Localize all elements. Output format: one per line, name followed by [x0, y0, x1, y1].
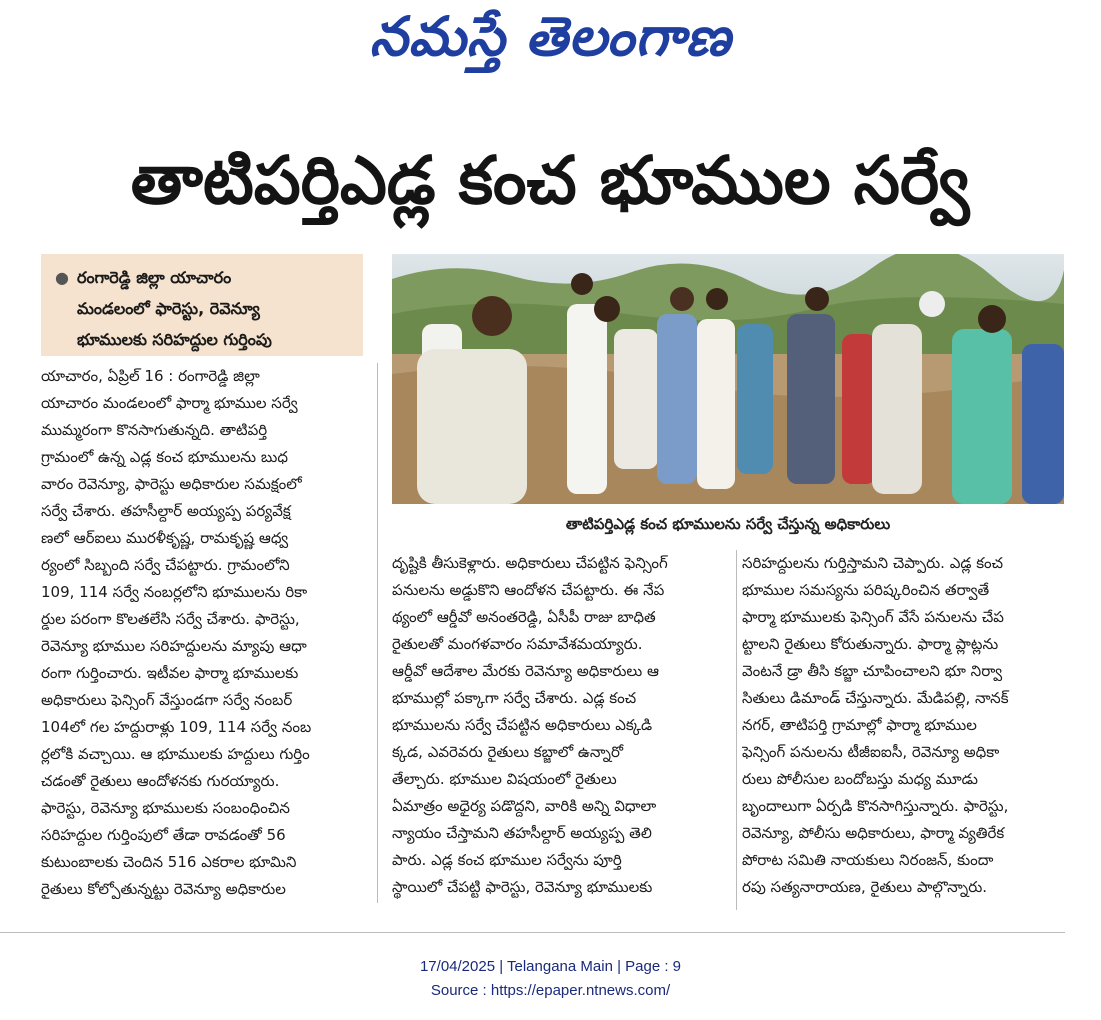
footer-edition: 17/04/2025 | Telangana Main | Page : 9 — [419, 958, 682, 975]
officials-survey-photo — [392, 254, 1064, 504]
footer-divider — [0, 932, 1065, 933]
masthead-title: నమస్తే తెలంగాణ — [369, 4, 732, 68]
masthead-logo — [0, 0, 1101, 86]
article-column-3: సరిహద్దులను గుర్తిస్తామని చెప్పారు. ఎడ్ల కంచ భూముల సమస్యను పరిష్కరించిన తర్వాతే ఫార్మా భూములకు ఫెన్సింగ్ వేసే పనులను చేప ట్టాలని రైతులు కోరుతున్నారు. ఫార్మా ప్లాట్లను వెంటనే డ్రా తీసి కబ్జా చూపించాలని భూ నిర్వా సితులు డిమాండ్ చేస్తున్నారు. మేడిపల్లి, నానక్ నగర్, తాటిపర్తి గ్రామాల్లో ఫార్మా భూముల ఫెన్సింగ్ పనులను టీజీఐఐసీ, రెవెన్యూ అధికా రులు పోలీసుల బందోబస్తు మధ్య మూడు బృందాలుగా ఏర్పడి కొనసాగిస్తున్నారు. ఫారెస్టు, రెవెన్యూ, పోలీసు అధికారులు, ఫార్మా వ్యతిరేక పోరాట సమితి నాయకులు నిరంజన్, కుందా రపు సత్యనారాయణ, రైతులు పాల్గొన్నారు. — [742, 554, 1009, 896]
news-photo — [392, 254, 1064, 504]
article-column-2: దృష్టికి తీసుకెళ్లారు. అధికారులు చేపట్టిన ఫెన్సింగ్ పనులను అడ్డుకొని ఆందోళన చేపట్టారు. ఈ నేప థ్యంలో ఆర్డీవో అనంతరెడ్డి, ఏసీపీ రాజు బాధిత రైతులతో మంగళవారం సమావేశమయ్యారు. ఆర్డీవో ఆదేశాల మేరకు రెవెన్యూ అధికారులు ఆ భూముల్లో పక్కాగా సర్వే చేశారు. ఎడ్ల కంచ భూములను సర్వే చేపట్టిన అధికారులు ఎక్కడి క్కడ, ఎవరెవరు రైతులు కబ్జాలో ఉన్నారో తేల్చారు. భూముల విషయంలో రైతులు ఏమాత్రం అధైర్య పడొద్దని, వారికి అన్ని విధాలా న్యాయం చేస్తామని తహసీల్దార్ అయ్యప్ప తెలి పారు. ఎడ్ల కంచ భూముల సర్వేను పూర్తి స్థాయిలో చేపట్టి ఫారెస్టు, రెవెన్యూ భూములకు — [392, 554, 668, 896]
highlight-text: రంగారెడ్డి జిల్లా యాచారం మండలంలో ఫారెస్టు, రెవెన్యూ భూములకు సరిహద్దుల గుర్తింపు — [76, 268, 272, 349]
article-column-1: యాచారం, ఏప్రిల్ 16 : రంగారెడ్డి జిల్లా యాచారం మండలంలో ఫార్మా భూముల సర్వే ముమ్మరంగా కొనసాగుతున్నది. తాటిపర్తి గ్రామంలో ఉన్న ఎడ్ల కంచ భూములను బుధ వారం రెవెన్యూ, ఫారెస్టు అధికారుల సమక్షంలో సర్వే చేశారు. తహసీల్దార్ అయ్యప్ప పర్యవేక్ష ణలో ఆర్ఐలు మురళీకృష్ణ, రామకృష్ణ ఆధ్వ ర్యంలో సిబ్బంది సర్వే చేపట్టారు. గ్రామంలోని 109, 114 సర్వే నంబర్లలోని భూములను రికా ర్డుల పరంగా కొలతలేసి సర్వే చేశారు. ఫారెస్టు, రెవెన్యూ భూముల సరిహద్దులను మ్యాపు ఆధా రంగా గుర్తించారు. ఇటీవల ఫార్మా భూములకు అధికారులు ఫెన్సింగ్ వేస్తుండగా సర్వే నంబర్ 104లో గల హద్దురాళ్లు 109, 114 సర్వే నంబ ర్లలోకి వచ్చాయి. ఆ భూములకు హద్దులు గుర్తిం చడంతో రైతులు ఆందోళనకు గురయ్యారు. ఫారెస్టు, రెవెన్యూ భూములకు సంబంధించిన సరిహద్దుల గుర్తింపులో తేడా రావడంతో 56 కుటుంబాలకు చెందిన 516 ఎకరాల భూమిని రైతులు కోల్పోతున్నట్టు రెవెన్యూ అధికారుల — [41, 367, 312, 898]
photo-caption: తాటిపర్తిఎడ్ల కంచ భూములను సర్వే చేస్తున్న అధికారులు — [565, 515, 891, 533]
bullet-icon: ● — [55, 268, 69, 287]
footer-source: Source : https://epaper.ntnews.com/ — [430, 982, 671, 999]
highlight-box — [41, 254, 363, 356]
column-divider — [377, 363, 378, 903]
headline: తాటిపర్తిఎడ్ల కంచ భూముల సర్వే — [130, 141, 970, 219]
column-divider — [736, 550, 737, 910]
